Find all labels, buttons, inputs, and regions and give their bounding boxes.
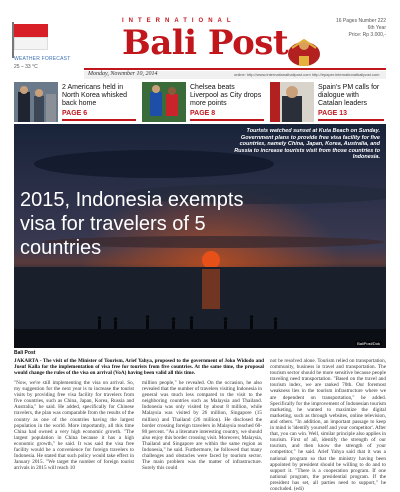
teaser-strip — [14, 82, 386, 122]
teaser-title: Chelsea beats Liverpool as City drops more points — [190, 84, 262, 107]
photo-credit: BaliPost/Dok — [357, 341, 380, 346]
weather-label: WEATHER FORECAST — [14, 56, 71, 62]
dateline — [84, 71, 386, 79]
issue-info — [336, 18, 386, 39]
article-lede-block — [14, 358, 264, 376]
balinese-dancer-icon — [284, 36, 324, 68]
newspaper-logo: Bali Post — [122, 23, 289, 63]
teaser-bar — [62, 119, 136, 121]
website-links[interactable]: online: http://www.internationalbalipost.com http://epaper.internationalbalipost.com — [234, 72, 380, 77]
masthead — [0, 0, 400, 82]
teaser-photo — [142, 82, 186, 122]
issue-date: Monday, November 10, 2014 — [88, 71, 158, 77]
teaser-page: PAGE 8 — [190, 110, 216, 117]
teaser-item[interactable] — [14, 82, 138, 122]
main-article — [14, 350, 386, 492]
article-column-1: "Now, we're still implementing the visa on arrival. So, my suggestion for the next year is to increase the tourist visits by providing free visa facility for travelers from five countries, such as China, Japan, Korea, Russia and Australia," he said. He added, specifically for Chinese travelers, the plan was comparable from the results of the country as one of the countries having the largest population in the world. More importantly, all this time China had owned a very high economic growth. "The largest population in China because it has a high economic growth," he said. It was said the visa free facility would be a convenience for foreign travelers to Indonesia. He stated that such policy would take effect in January 2015. "We target the number of foreign tourist arrivals in 2015 will reach 10 — [14, 380, 134, 472]
year: 6th Year — [367, 25, 386, 31]
teaser-item[interactable] — [142, 82, 266, 122]
article-lede: JAKARTA - The visit of the Minister of Tourism, Arief Yahya, proposed to the government of Joko Widodo and Jusuf Kalla for the implementation of visa free for tourists from five countries. At the same time, the proposal would change the rules of the visa on arrival (VoA) having been valid all this time. — [14, 358, 264, 377]
teaser-page: PAGE 13 — [318, 110, 348, 117]
indonesia-flag-icon — [14, 24, 48, 50]
hero-photo — [14, 124, 386, 348]
teaser-photo — [14, 82, 58, 122]
price: Price: Rp 3.000,- — [348, 32, 386, 38]
teaser-page: PAGE 6 — [62, 110, 88, 117]
article-column-2: million people," he revealed. On the occasion, he also revealed that the number of travelers visiting Indonesia in general was much less compared to the visit to the neighboring countries such as Malaysia and Thailand. Indonesia was only visited by about 8 million, while Malaysia was visited by 26 million, Singapore (15 million) and Thailand (26 million). He disclosed the border crossing foreign travelers in Malaysia reached 60-80 percent. "As a literature interesting country, we should also enjoy this border crossing visit. Moreover, Malaysia, Thailand and Singapore are within the same region as Indonesia," he said. Furthermore, he followed that many challenges and obstacles were faced by tourism sector. The main problem was the matter of infrastructure. Surely this could — [142, 380, 262, 472]
article-column-3: not be resolved alone. Tourism relied on transportation, community, business in travel and transportation. The tourism sector should be more sensitive because people traveling need transportation. "Based on the travel and tourism index, we are ranked 70th. Our foremost weakness lies in the tourism infrastructure where we are dependent on transportation," he added. Specifically for the improvement of Indonesian tourism marketing, he wanted to maximize the digital marketing, such as through websites, online television, and others. "In addition, an important passage to keep in mind is 'identify yourself and your competitor'. After that, you can win. Well, similar principle also applies in tourism. First of all, identify the strength of our tourism, and then know the strength of your competitor," he said. Arief Yahya said that it was a national program so that the ministry having been appointed by president should be willing to do and to support it. "There is a cooperation program. If one national program, the presidential program. If the president has set, all parties need to support," he concluded. (edi) — [270, 358, 386, 492]
masthead-divider — [84, 68, 386, 70]
page-count: 16 Pages Number 222 — [335, 18, 386, 24]
teaser-item[interactable] — [270, 82, 386, 122]
weather-values: 25 – 33 °C — [14, 64, 38, 70]
main-headline: 2015, Indonesia exempts visa for travelers of 5 countries — [20, 189, 244, 259]
teaser-title: Spain's PM calls for dialogue with Catalan leaders — [318, 84, 380, 107]
weather-forecast — [14, 56, 80, 74]
article-byline: Bali Post — [14, 350, 36, 356]
teaser-bar — [190, 119, 264, 121]
international-label: INTERNATIONAL — [122, 18, 236, 24]
photo-caption: Tourists watched sunset at Kuta Beach on Sunday. Government plans to provide free visa facility for five countries, namely China, Japan, Korea, Australia, and Russia to increase tourists visit from those countries to Indonesia. — [234, 128, 380, 160]
teaser-title: 2 Americans held in North Korea whisked back home — [62, 84, 127, 107]
teaser-bar — [318, 119, 384, 121]
teaser-photo — [270, 82, 314, 122]
